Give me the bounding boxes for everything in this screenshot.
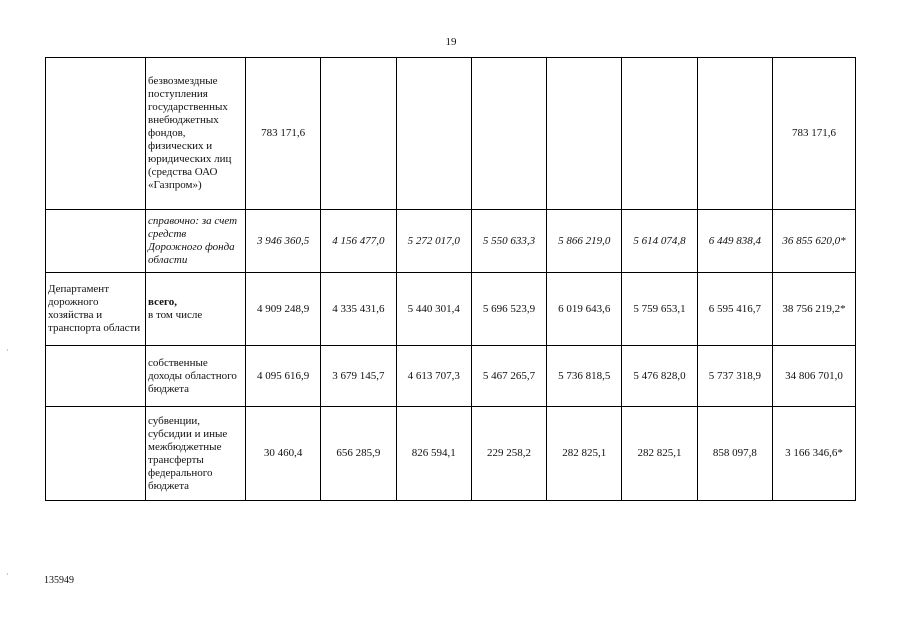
total-cell: 34 806 701,0 <box>773 346 856 407</box>
value-cell: 5 614 074,8 <box>622 210 697 273</box>
value-cell: 6 019 643,6 <box>547 273 622 346</box>
value-cell: 282 825,1 <box>622 407 697 501</box>
table-row <box>46 407 856 501</box>
value-cell: 826 594,1 <box>396 407 471 501</box>
value-cell: 5 866 219,0 <box>547 210 622 273</box>
value-cell: 5 550 633,3 <box>471 210 546 273</box>
department-cell <box>46 407 146 501</box>
description-cell: собственные доходы областного бюджета <box>146 346 246 407</box>
value-cell: 5 736 818,5 <box>547 346 622 407</box>
footer-document-code: 135949 <box>44 575 74 586</box>
table-row <box>46 273 856 346</box>
value-cell: 5 272 017,0 <box>396 210 471 273</box>
value-cell <box>471 58 546 210</box>
value-cell <box>547 58 622 210</box>
value-cell: 4 909 248,9 <box>246 273 321 346</box>
value-cell: 229 258,2 <box>471 407 546 501</box>
value-cell: 5 440 301,4 <box>396 273 471 346</box>
table-row <box>46 210 856 273</box>
scan-mark: · <box>6 570 9 579</box>
value-cell: 5 759 653,1 <box>622 273 697 346</box>
value-cell: 4 335 431,6 <box>321 273 396 346</box>
value-cell <box>321 58 396 210</box>
table-row <box>46 58 856 210</box>
total-cell: 38 756 219,2* <box>773 273 856 346</box>
page-number: 19 <box>445 36 457 48</box>
department-cell <box>46 346 146 407</box>
total-cell: 783 171,6 <box>773 58 856 210</box>
value-cell: 656 285,9 <box>321 407 396 501</box>
value-cell: 6 595 416,7 <box>697 273 772 346</box>
value-cell: 3 946 360,5 <box>246 210 321 273</box>
description-bold: всего, <box>148 296 177 308</box>
value-cell: 783 171,6 <box>246 58 321 210</box>
description-rest: в том числе <box>148 309 203 321</box>
budget-table <box>45 57 856 501</box>
table-row <box>46 346 856 407</box>
value-cell <box>622 58 697 210</box>
description-cell <box>146 273 246 346</box>
value-cell: 282 825,1 <box>547 407 622 501</box>
value-cell <box>396 58 471 210</box>
department-cell <box>46 58 146 210</box>
value-cell: 4 613 707,3 <box>396 346 471 407</box>
value-cell: 5 737 318,9 <box>697 346 772 407</box>
total-cell: 3 166 346,6* <box>773 407 856 501</box>
total-cell: 36 855 620,0* <box>773 210 856 273</box>
value-cell: 4 156 477,0 <box>321 210 396 273</box>
value-cell: 4 095 616,9 <box>246 346 321 407</box>
scan-mark: · <box>6 346 9 355</box>
description-cell: справочно: за счет средств Дорожного фонда области <box>146 210 246 273</box>
value-cell: 5 467 265,7 <box>471 346 546 407</box>
value-cell: 3 679 145,7 <box>321 346 396 407</box>
value-cell: 5 476 828,0 <box>622 346 697 407</box>
value-cell: 30 460,4 <box>246 407 321 501</box>
value-cell: 858 097,8 <box>697 407 772 501</box>
department-cell <box>46 210 146 273</box>
value-cell: 5 696 523,9 <box>471 273 546 346</box>
description-cell: субвенции, субсидии и иные межбюджетные трансферты федерального бюджета <box>146 407 246 501</box>
description-cell: безвозмездные поступления государственных внебюджетных фондов, физических и юридических лиц (средства ОАО «Газпром») <box>146 58 246 210</box>
value-cell <box>697 58 772 210</box>
department-cell: Департамент дорожного хозяйства и транспорта области <box>46 273 146 346</box>
value-cell: 6 449 838,4 <box>697 210 772 273</box>
